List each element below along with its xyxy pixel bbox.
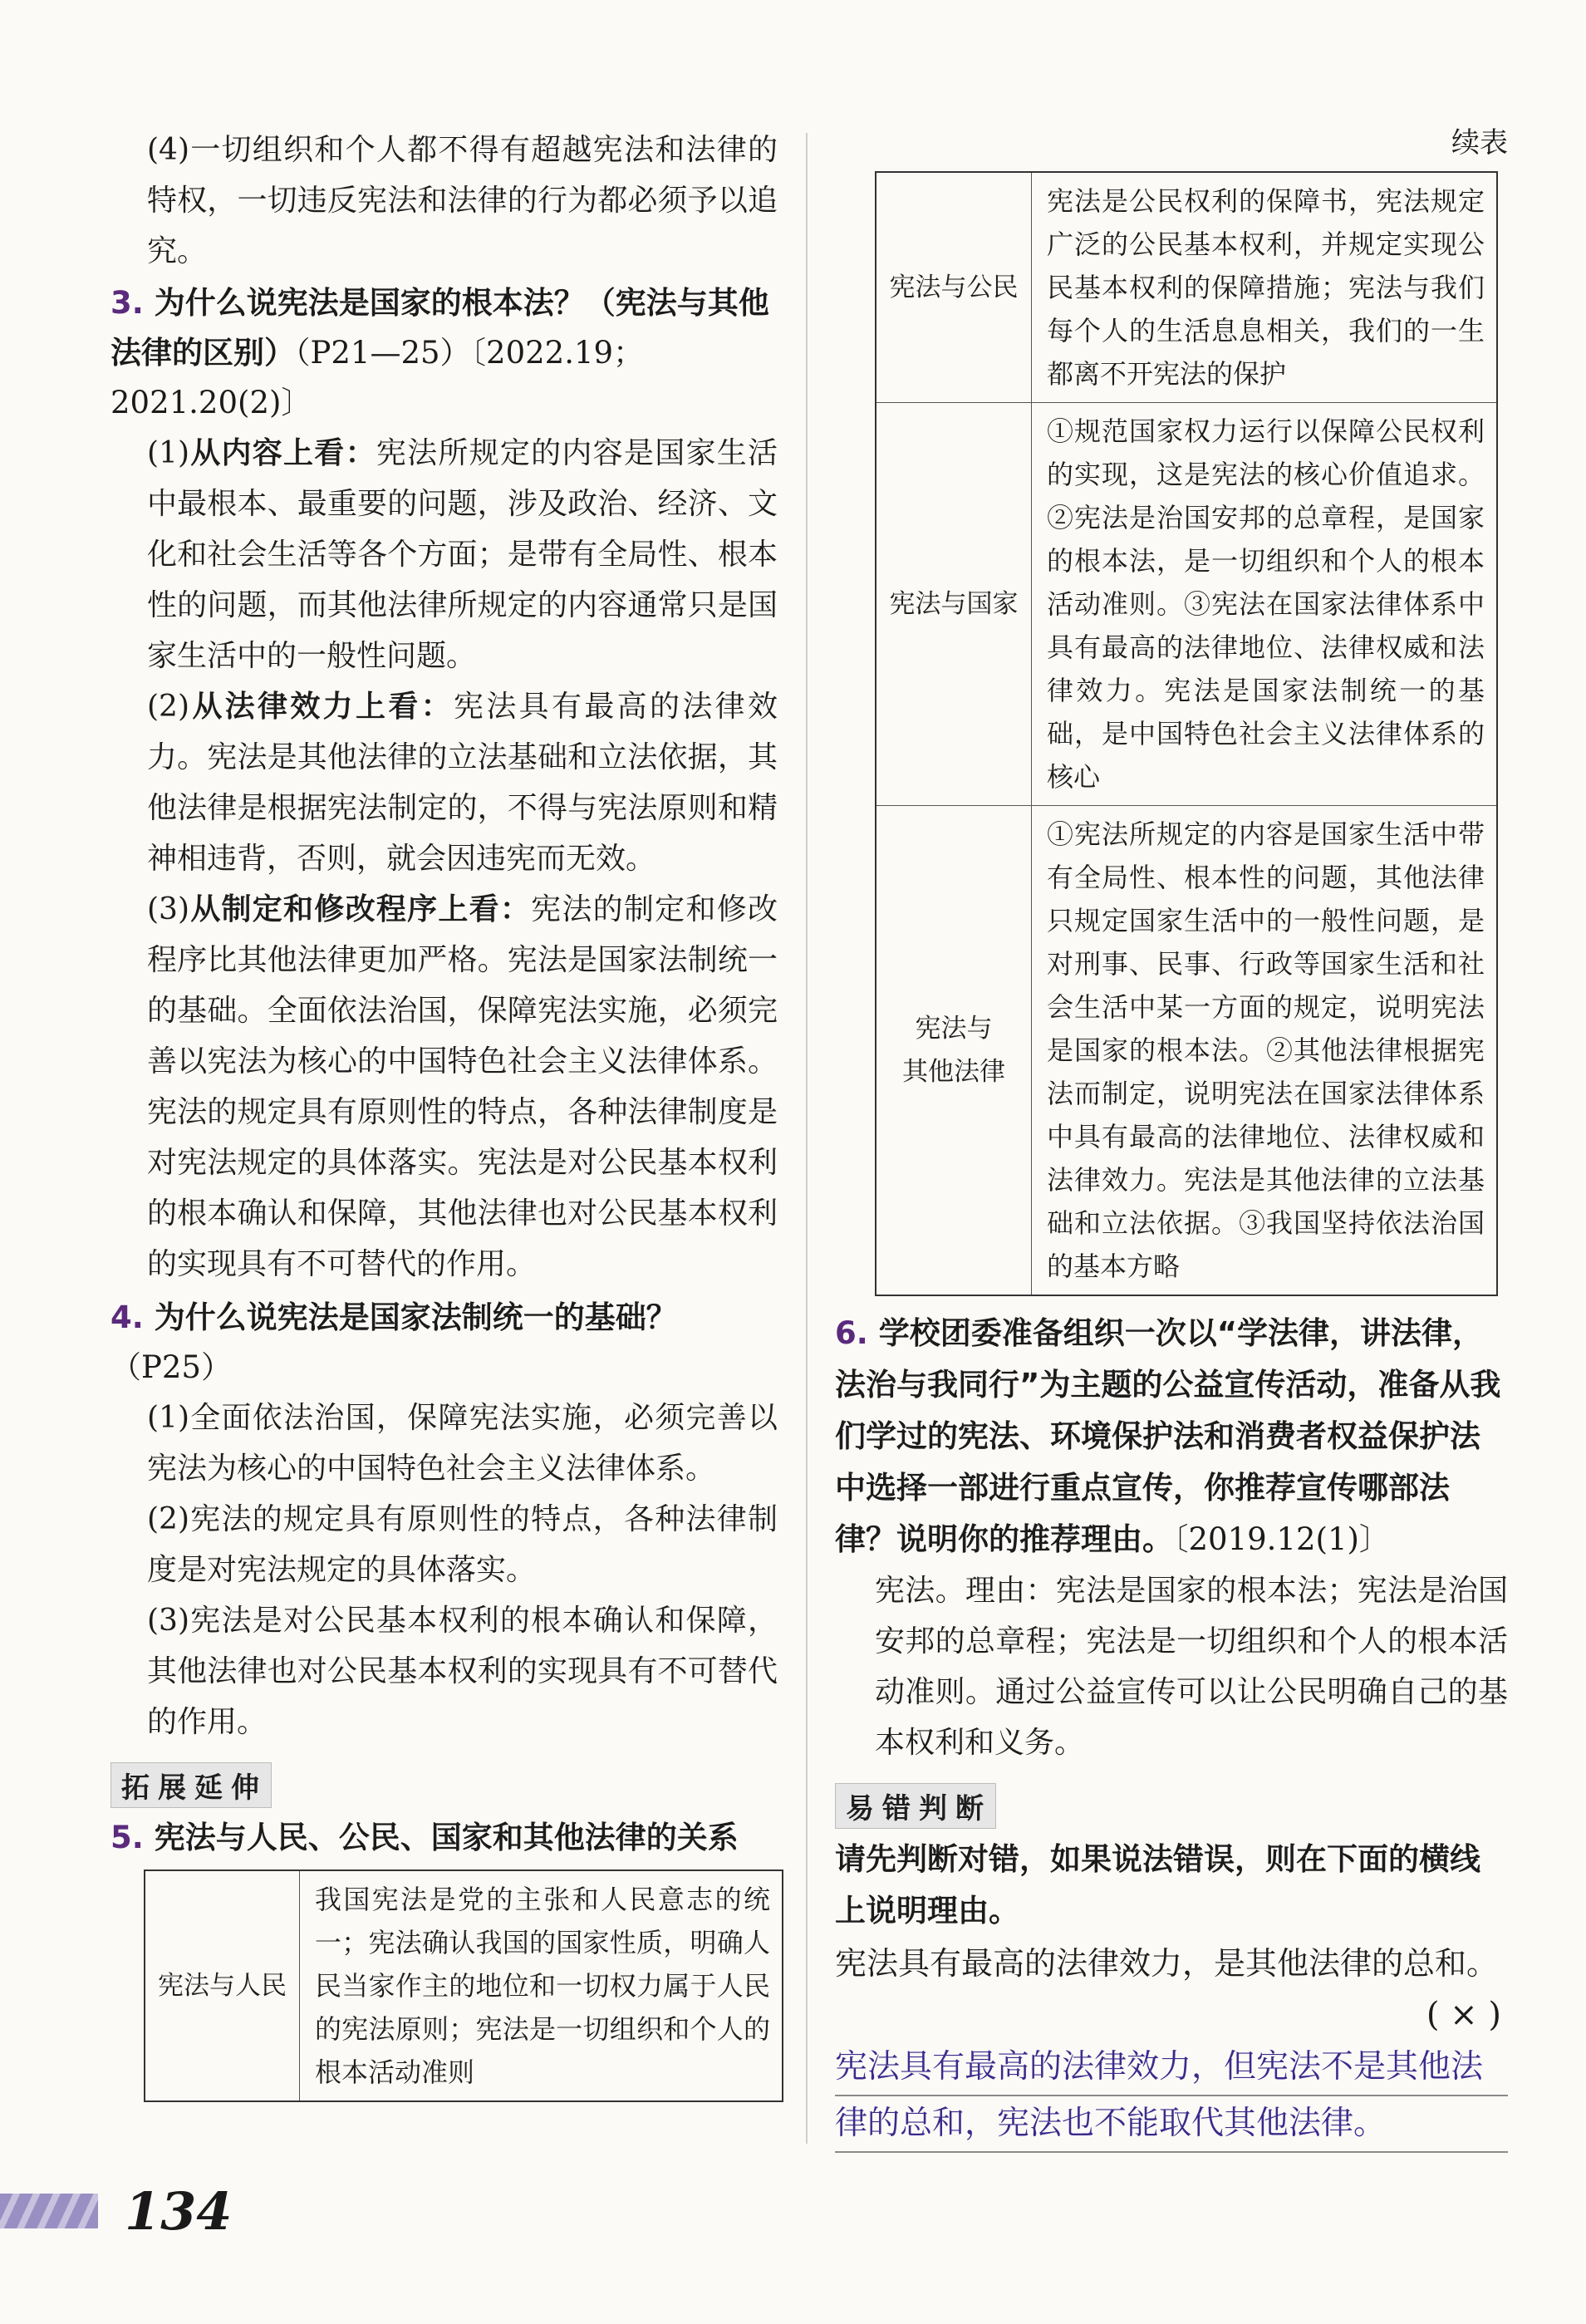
q3-item-1: (1)从内容上看：宪法所规定的内容是国家生活中最根本、最重要的问题，涉及政治、经济、文化和社会生活等各个方面；是带有全局性、根本性的问题，而其他法律所规定的内容通常只是国家生活中的一般性问题。 (147, 436, 778, 673)
row-body-other-laws: ①宪法所规定的内容是国家生活中带有全局性、根本性的问题，其他法律只规定国家生活中的一般性问题，是对刑事、民事、行政等国家生活和社会生活中某一方面的规定，说明宪法是国家的根本法。②其他法律根据宪法而制定，说明宪法在国家法律体系中具有最高的法律地位、法律权威和法律效力。宪法是其他法律的立法基础和立法依据。③我国坚持依法治国的基本方略 (1032, 806, 1498, 1296)
judge-instructions: 请先判断对错，如果说法错误，则在下面的横线上说明理由。 (835, 1841, 1480, 1928)
footer-decoration (0, 2194, 98, 2228)
q4-item-1: (1)全面依法治国，保障宪法实施，必须完善以宪法为核心的中国特色社会主义法律体系。 (147, 1401, 778, 1486)
question-4-answers (110, 1393, 778, 1747)
row-body-people: 我国宪法是党的主张和人民意志的统一；宪法确认我国的国家性质，明确人民当家作主的地位和一切权力属于人民的宪法原则；宪法是一切组织和个人的根本活动准则 (300, 1870, 783, 2101)
q4-item-2: (2)宪法的规定具有原则性的特点，各种法律制度是对宪法规定的具体落实。 (147, 1502, 778, 1587)
table-row (876, 403, 1497, 806)
question-5-title: 5. 宪法与人民、公民、国家和其他法律的关系 (110, 1820, 739, 1855)
continued-table-label: 续表 (1451, 126, 1508, 160)
row-header-other-laws: 宪法与 其他法律 (876, 806, 1032, 1296)
question-6-answer: 宪法。理由：宪法是国家的根本法；宪法是治国安邦的总章程；宪法是一切组织和个人的根本活动准则。通过公益宣传可以让公民明确自己的基本权利和义务。 (875, 1574, 1508, 1760)
row-header-state: 宪法与国家 (876, 403, 1032, 806)
right-column (835, 125, 1508, 2153)
relation-table-part2 (875, 171, 1498, 1296)
column-divider (806, 133, 808, 2144)
row-body-citizen: 宪法是公民权利的保障书，宪法规定广泛的公民基本权利，并规定实现公民基本权利的保障措施；宪法与我们每个人的生活息息相关，我们的一生都离不开宪法的保护 (1032, 172, 1498, 403)
q3-item-3: (3)从制定和修改程序上看：宪法的制定和修改程序比其他法律更加严格。宪法是国家法制统一的基础。全面依法治国，保障宪法实施，必须完善以宪法为核心的中国特色社会主义法律体系。宪法的规定具有原则性的特点，各种法律制度是对宪法规定的具体落实。宪法是对公民基本权利的根本确认和保障，其他法律也对公民基本权利的实现具有不可替代的作用。 (147, 892, 778, 1281)
table-row (145, 1870, 783, 2101)
question-6-title: 6. 学校团委准备组织一次以“学法律，讲法律，法治与我同行”为主题的公益宣传活动，准备从我们学过的宪法、环境保护法和消费者权益保护法中选择一部进行重点宣传，你推荐宣传哪部法律？说明你的推荐理由。〔2019.12(1)〕 (835, 1315, 1501, 1557)
table-row (876, 172, 1497, 403)
relation-table-part1 (144, 1870, 783, 2102)
q4-item-3: (3)宪法是对公民基本权利的根本确认和保障，其他法律也对公民基本权利的实现具有不可替代的作用。 (147, 1604, 778, 1739)
judge-answer-line-1: 宪法具有最高的法律效力，但宪法不是其他法 (835, 2040, 1508, 2096)
left-column (110, 125, 778, 2102)
question-3-answers (110, 428, 778, 1290)
extend-section-badge: 拓展延伸 (110, 1762, 272, 1808)
judge-mark: ( × ) (1426, 1996, 1501, 2034)
judge-answer-line-2: 律的总和，宪法也不能取代其他法律。 (835, 2096, 1508, 2153)
row-body-state: ①规范国家权力运行以保障公民权利的实现，这是宪法的核心价值追求。②宪法是治国安邦的总章程，是国家的根本法，是一切组织和个人的根本活动准则。③宪法在国家法律体系中具有最高的法律地位、法律权威和法律效力。宪法是国家法制统一的基础，是中国特色社会主义法律体系的核心 (1032, 403, 1498, 806)
judge-statement: 宪法具有最高的法律效力，是其他法律的总和。 (835, 1945, 1499, 1982)
judge-section-badge: 易错判断 (835, 1783, 996, 1829)
q3-item-2: (2)从法律效力上看：宪法具有最高的法律效力。宪法是其他法律的立法基础和立法依据，其他法律是根据宪法制定的，不得与宪法原则和精神相违背，否则，就会因违宪而无效。 (147, 690, 778, 876)
point-4-continued: (4)一切组织和个人都不得有超越宪法和法律的特权，一切违反宪法和法律的行为都必须予以追究。 (147, 133, 778, 268)
question-4-title: 4. 为什么说宪法是国家法制统一的基础？（P25） (110, 1300, 677, 1385)
page-number: 134 (125, 2181, 233, 2242)
question-3-title: 3. 为什么说宪法是国家的根本法？（宪法与其他法律的区别）（P21—25）〔2022.19；2021.20(2)〕 (110, 285, 769, 420)
table-row (876, 806, 1497, 1296)
row-header-people: 宪法与人民 (145, 1870, 300, 2101)
row-header-citizen: 宪法与公民 (876, 172, 1032, 403)
